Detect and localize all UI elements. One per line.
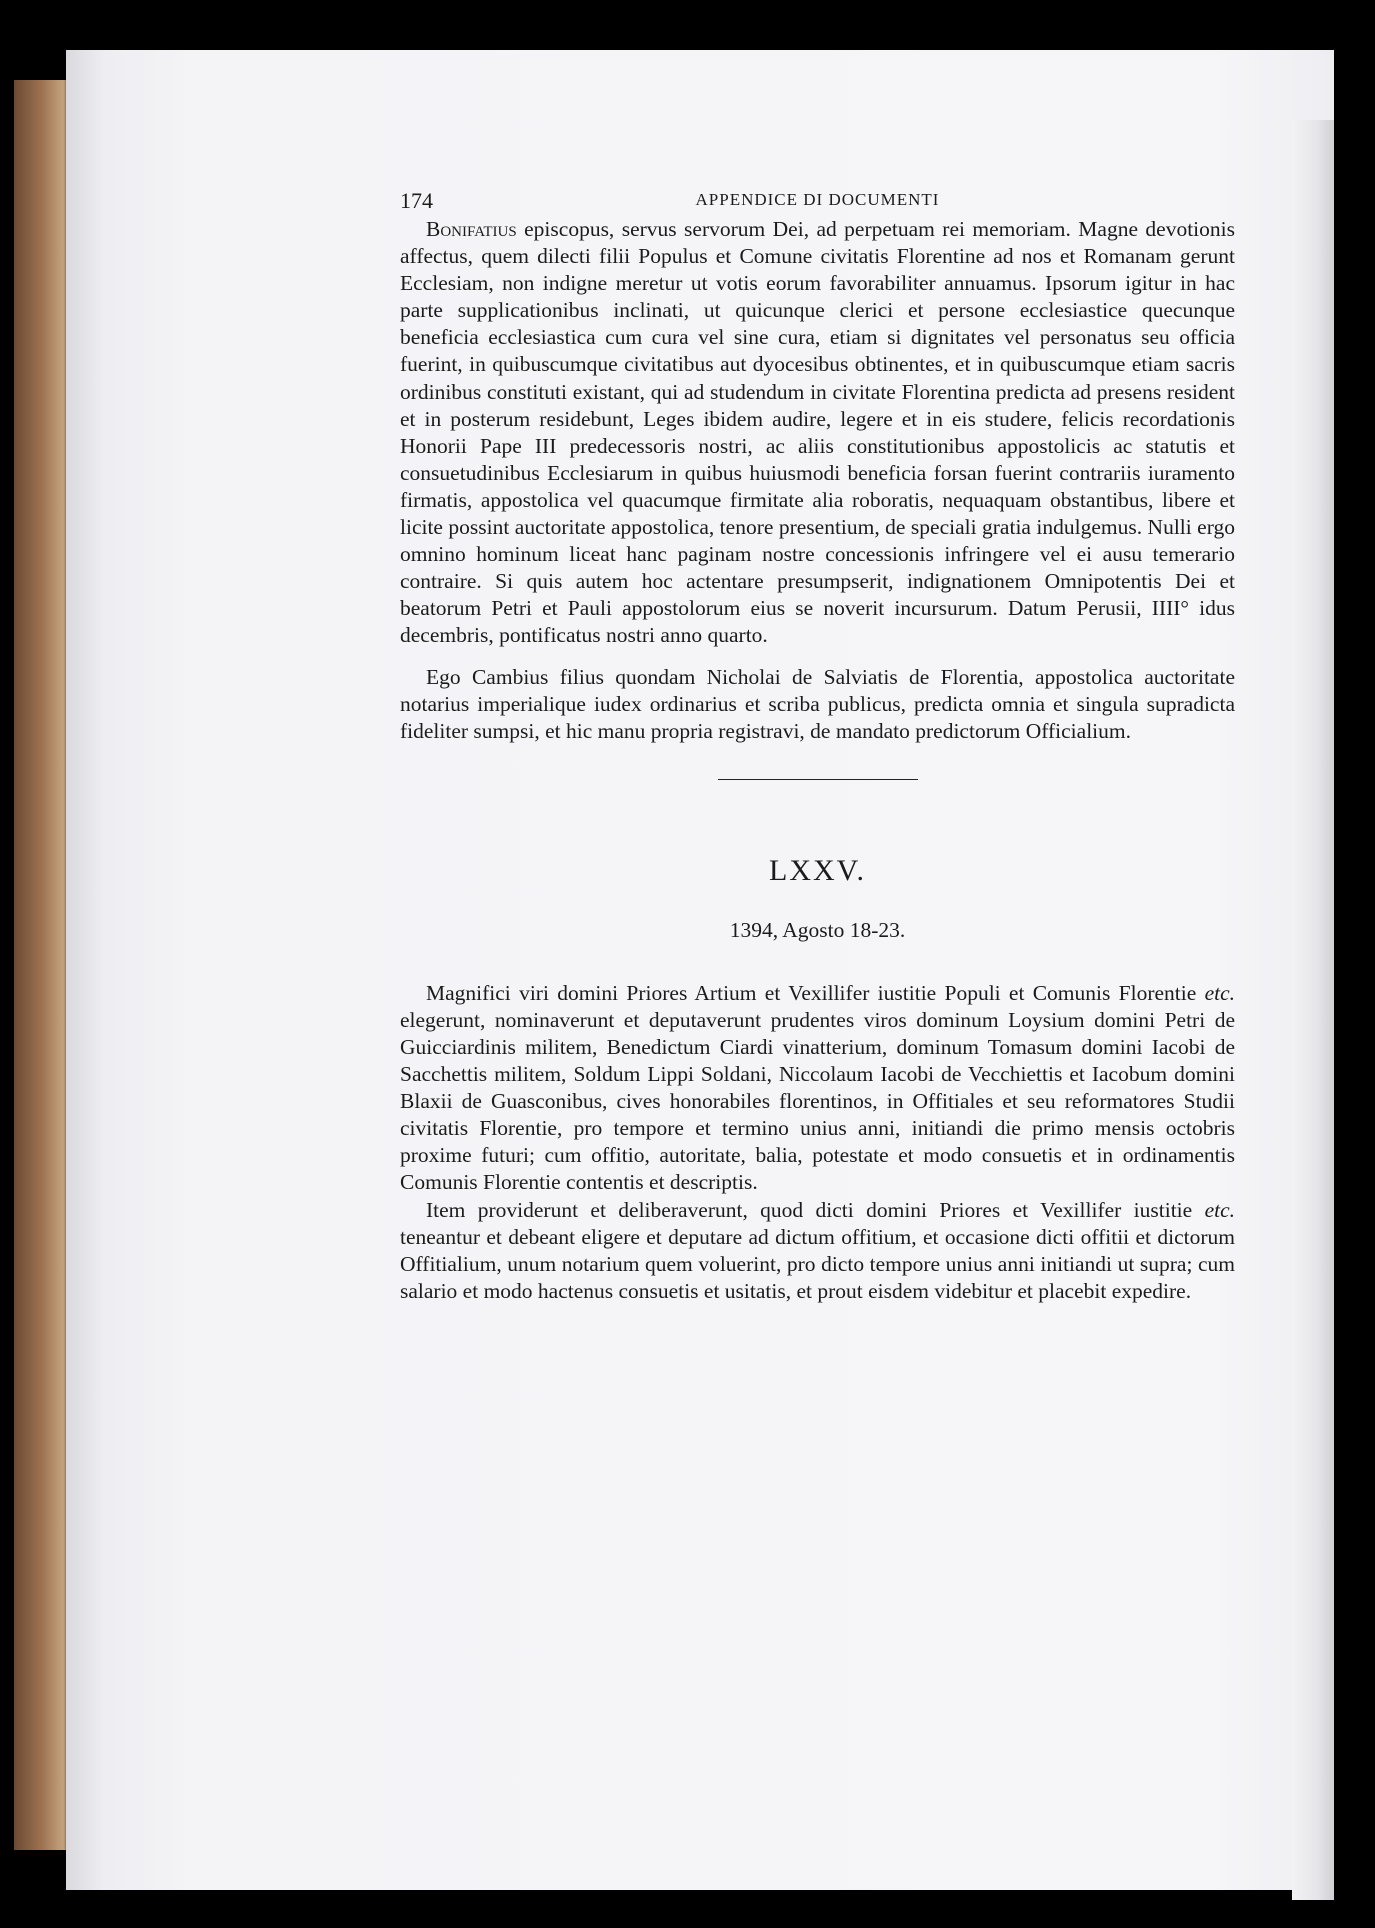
notary-paragraph: Ego Cambius filius quondam Nicholai de Salviatis de Florentia, appostolica auctoritate notarius imperialique iudex ordinarius et scriba publicus, predicta omnia et singula supradicta fideliter sumpsi, et hic manu propria registravi, de mandato predictorum Officialium. [400, 664, 1235, 743]
page-fore-edge [1292, 120, 1334, 1900]
book-binding-edge [14, 80, 74, 1850]
page-text-block [400, 186, 1235, 1305]
page-header [400, 186, 1235, 216]
paragraph-2-etc: etc. [1204, 1197, 1235, 1222]
paragraph-2-text-a: Item providerunt et deliberaverunt, quod dicti domini Priores et Vexillifer iustitie [426, 1197, 1193, 1222]
bull-text: episcopus, servus servorum Dei, ad perpetuam rei memoriam. Magne devotionis affectus, quem dilecti filii Populus et Comune civitatis Florentine ad nos et Romanam gerunt Ecclesiam, non indigne meretur ut votis eorum favorabiliter annuamus. Ipsorum igitur in hac parte supplicationibus inclinati, ut quicunque clerici et persone ecclesiastice quecunque beneficia ecclesiastica cum cura vel sine cura, etiam si dignitates vel personatus seu officia fuerint, in quibuscumque civitatibus aut dyocesibus obtinentes, et in quibuscumque etiam sacris ordinibus constituti existant, qui ad studendum in civitate Florentina predicta ad presens resident et in posterum residebunt, Leges ibidem audire, legere et in eis studere, felicis recordationis Honorii Pape III predecessoris nostri, ac aliis constitutionibus appostolicis ac statutis et consuetudinibus Ecclesiarum in quibus huiusmodi beneficia forsan fuerint contrariis iuramento firmatis, appostolica vel quacumque firmitate alia roboratis, nequaquam obstantibus, libere et licite possint auctoritate appostolica, tenore presentium, de speciali gratia indulgemus. Nulli ergo omnino hominum liceat hanc paginam nostre concessionis infringere vel ei ausu temerario contraire. Si quis autem hoc actentare presumpserit, indignationem Omnipotentis Dei et beatorum Petri et Pauli appostolorum eius se noverit incursurum. Datum Perusii, IIII° idus decembris, pontificatus nostri anno quarto. [400, 217, 1235, 648]
document-date: 1394, Agosto 18-23. [729, 917, 906, 942]
page-number: 174 [400, 188, 433, 213]
document-number: LXXV. [769, 853, 866, 887]
document-paragraph-1 [400, 980, 1235, 1197]
bull-opening-word: Bonifatius [426, 217, 517, 241]
document-paragraph-2 [400, 1197, 1235, 1305]
paragraph-1-etc: etc. [1204, 980, 1235, 1005]
paragraph-2-text-b: teneantur et debeant eligere et deputare ad dictum offitium, et occasione dicti offitii et dictorum Offitialium, unum notarium quem voluerint, pro dicto tempore unius anni initiandi ut supra; cum salario et modo hactenus consuetis et usitatis, et prout eisdem videbitur et placebit expedire. [400, 1224, 1235, 1303]
bull-paragraph [400, 216, 1235, 650]
paragraph-1-text-a: Magnifici viri domini Priores Artium et Vexillifer iustitie Populi et Comunis Florentie [426, 980, 1197, 1005]
section-divider-rule [718, 779, 918, 780]
running-head: APPENDICE DI DOCUMENTI [695, 190, 940, 209]
paragraph-1-text-b: elegerunt, nominaverunt et deputaverunt prudentes viros dominum Loysium domini Petri de Guicciardinis militem, Benedictum Ciardi vinatterium, dominum Tomasum domini Iacobi de Sacchettis militem, Soldum Lippi Soldani, Niccolaum Iacobi de Vecchiettis et Iacobum domini Blaxii de Guasconibus, cives honorabiles florentinos, in Offitiales et seu reformatores Studii civitatis Florentie, pro tempore et termino unius anni, initiandi die primo mensis octobris proxime futuri; cum offitio, autoritate, balia, potestate et modo consuetis et in ordinamentis Comunis Florentie contentis et descriptis. [400, 1007, 1235, 1195]
